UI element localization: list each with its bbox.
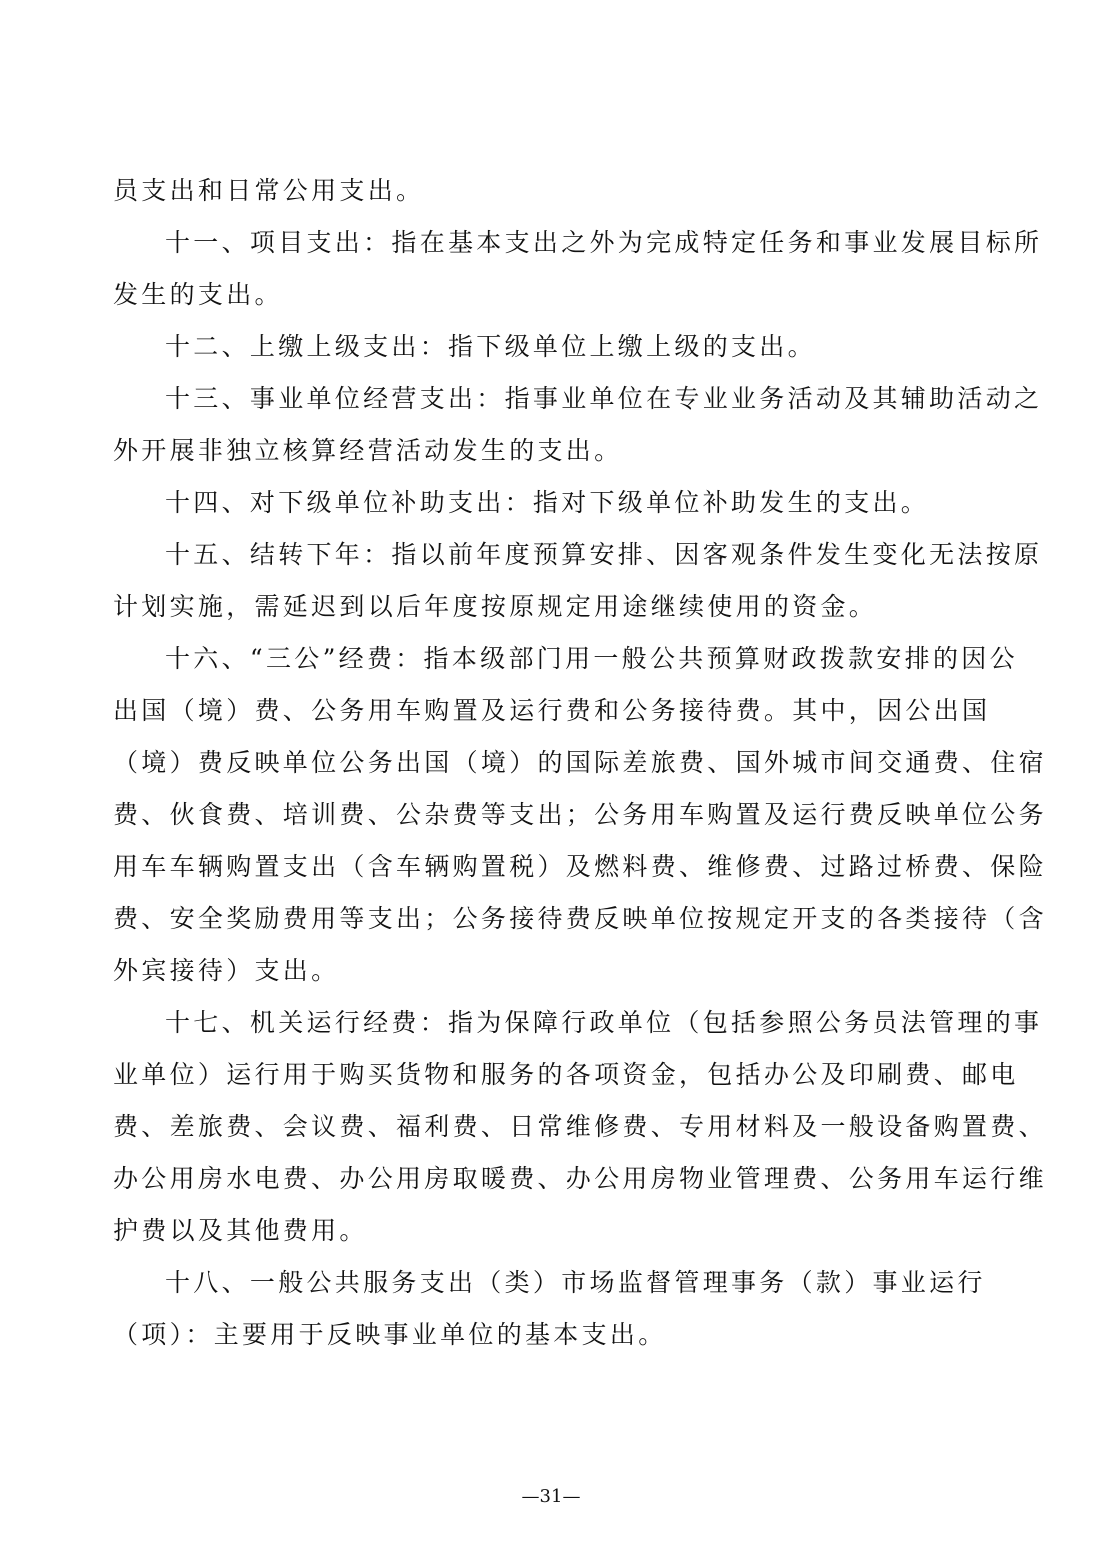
text-line: 业单位）运行用于购买货物和服务的各项资金，包括办公及印刷费、邮电	[113, 1060, 1019, 1089]
text-line: 费、伙食费、培训费、公杂费等支出；公务用车购置及运行费反映单位公务	[113, 800, 1047, 829]
text-line: 外开展非独立核算经营活动发生的支出。	[113, 436, 623, 465]
text-line: 出国（境）费、公务用车购置及运行费和公务接待费。其中，因公出国	[113, 696, 991, 725]
text-line: （境）费反映单位公务出国（境）的国际差旅费、国外城市间交通费、住宿	[113, 748, 1047, 777]
text-line: 十五、结转下年：指以前年度预算安排、因客观条件发生变化无法按原	[165, 540, 1043, 569]
text-line: 十一、项目支出：指在基本支出之外为完成特定任务和事业发展目标所	[165, 228, 1043, 257]
text-line: 费、差旅费、会议费、福利费、日常维修费、专用材料及一般设备购置费、	[113, 1112, 1047, 1141]
text-line: 办公用房水电费、办公用房取暖费、办公用房物业管理费、公务用车运行维	[113, 1164, 1047, 1193]
text-line: 计划实施，需延迟到以后年度按原规定用途继续使用的资金。	[113, 592, 878, 621]
text-line: 十八、一般公共服务支出（类）市场监督管理事务（款）事业运行	[165, 1268, 986, 1297]
text-line: 发生的支出。	[113, 280, 283, 309]
text-line: 十四、对下级单位补助支出：指对下级单位补助发生的支出。	[165, 488, 930, 517]
page-number: —31—	[521, 1486, 581, 1507]
text-line: 用车车辆购置支出（含车辆购置税）及燃料费、维修费、过路过桥费、保险	[113, 852, 1047, 881]
text-line: 十七、机关运行经费：指为保障行政单位（包括参照公务员法管理的事	[165, 1008, 1043, 1037]
text-line: （项）：主要用于反映事业单位的基本支出。	[113, 1320, 667, 1349]
text-line: 费、安全奖励费用等支出；公务接待费反映单位按规定开支的各类接待（含	[113, 904, 1047, 933]
text-line: 十二、上缴上级支出：指下级单位上缴上级的支出。	[165, 332, 816, 361]
text-line: 十三、事业单位经营支出：指事业单位在专业业务活动及其辅助活动之	[165, 384, 1043, 413]
text-line: 护费以及其他费用。	[113, 1216, 368, 1245]
text-line: 外宾接待）支出。	[113, 956, 340, 985]
text-line: 十六、“三公”经费：指本级部门用一般公共预算财政拨款安排的因公	[165, 644, 1018, 673]
text-line: 员支出和日常公用支出。	[113, 176, 425, 205]
